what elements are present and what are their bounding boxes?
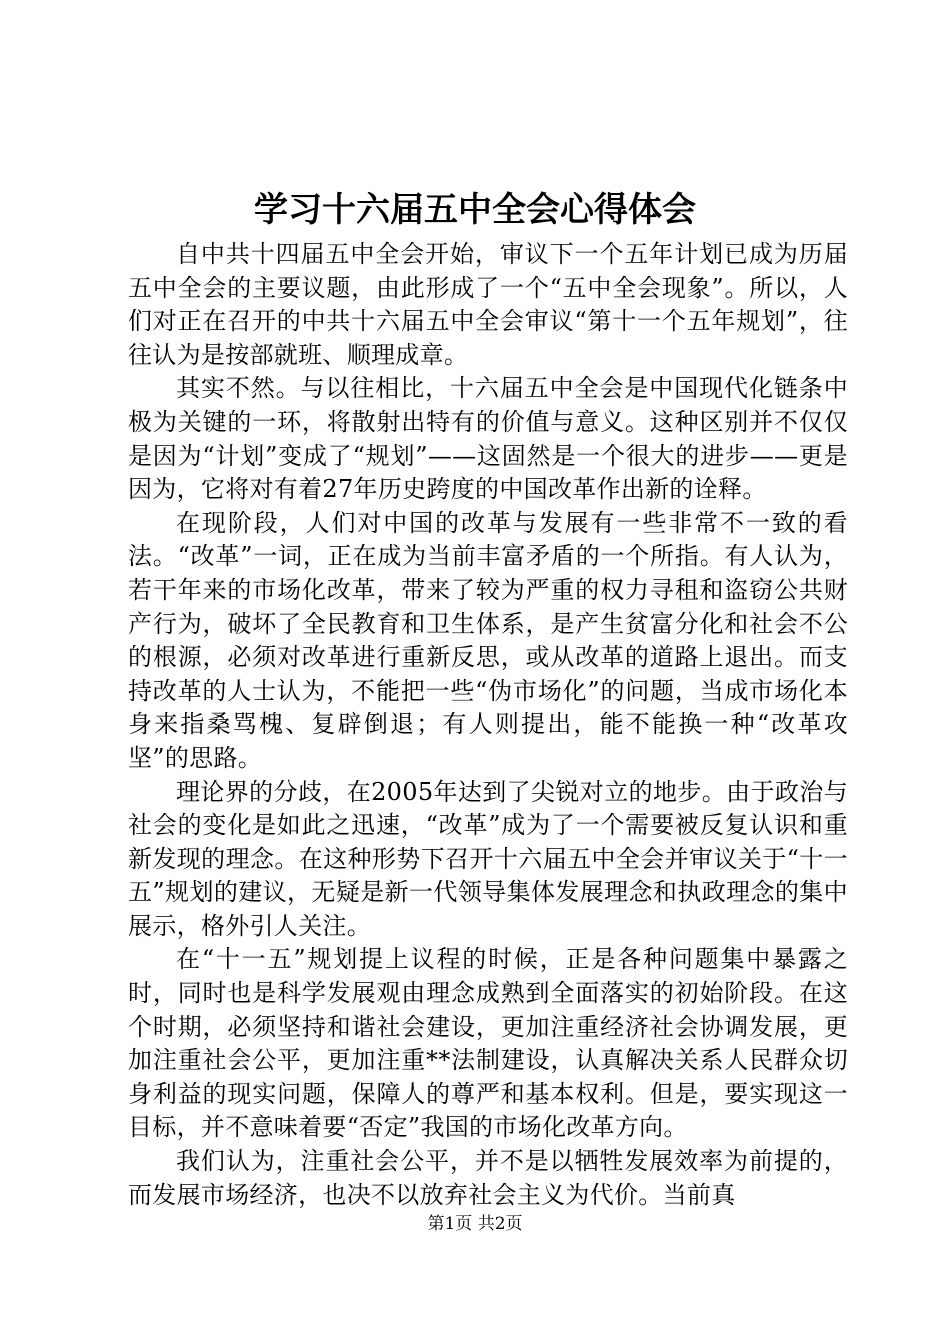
page-number-footer: 第1页 共2页 xyxy=(427,1214,523,1234)
paragraph-1: 自中共十四届五中全会开始，审议下一个五年计划已成为历届五中全会的主要议题，由此形成了一个“五中全会现象”。所以，人们对正在召开的中共十六届五中全会审议“第十一个五年规划”，往往认为是按部就班、顺理成章。 xyxy=(128,240,848,369)
paragraph-5: 在“十一五”规划提上议程的时候，正是各种问题集中暴露之时，同时也是科学发展观由理念成熟到全面落实的初始阶段。在这个时期，必须坚持和谐社会建设，更加注重经济社会协调发展，更加注重社会公平，更加注重**法制建设，认真解决关系人民群众切身利益的现实问题，保障人的尊严和基本权利。但是，要实现这一目标，并不意味着要“否定”我国的市场化改革方向。 xyxy=(128,945,848,1142)
document-title: 学习十六届五中全会心得体会 xyxy=(254,190,696,230)
paragraph-2: 其实不然。与以往相比，十六届五中全会是中国现代化链条中极为关键的一环，将散射出特有的价值与意义。这种区别并不仅仅是因为“计划”变成了“规划”——这固然是一个很大的进步——更是因为，它将对有着27年历史跨度的中国改革作出新的诠释。 xyxy=(128,374,848,504)
document-body xyxy=(128,238,848,1212)
paragraph-6: 我们认为，注重社会公平，并不是以牺牲发展效率为前提的，而发展市场经济，也决不以放弃社会主义为代价。当前真 xyxy=(128,1147,848,1209)
paragraph-3: 在现阶段，人们对中国的改革与发展有一些非常不一致的看法。“改革”一词，正在成为当前丰富矛盾的一个所指。有人认为，若干年来的市场化改革，带来了较为严重的权力寻租和盗窃公共财产行为，破坏了全民教育和卫生体系，是产生贫富分化和社会不公的根源，必须对改革进行重新反思，或从改革的道路上退出。而支持改革的人士认为，不能把一些“伪市场化”的问题，当成市场化本身来指桑骂槐、复辟倒退；有人则提出，能不能换一种“改革攻坚”的思路。 xyxy=(128,508,848,772)
paragraph-4: 理论界的分歧，在2005年达到了尖锐对立的地步。由于政治与社会的变化是如此之迅速，“改革”成为了一个需要被反复认识和重新发现的理念。在这种形势下召开十六届五中全会并审议关于“十一五”规划的建议，无疑是新一代领导集体发展理念和执政理念的集中展示，格外引人关注。 xyxy=(128,777,848,940)
